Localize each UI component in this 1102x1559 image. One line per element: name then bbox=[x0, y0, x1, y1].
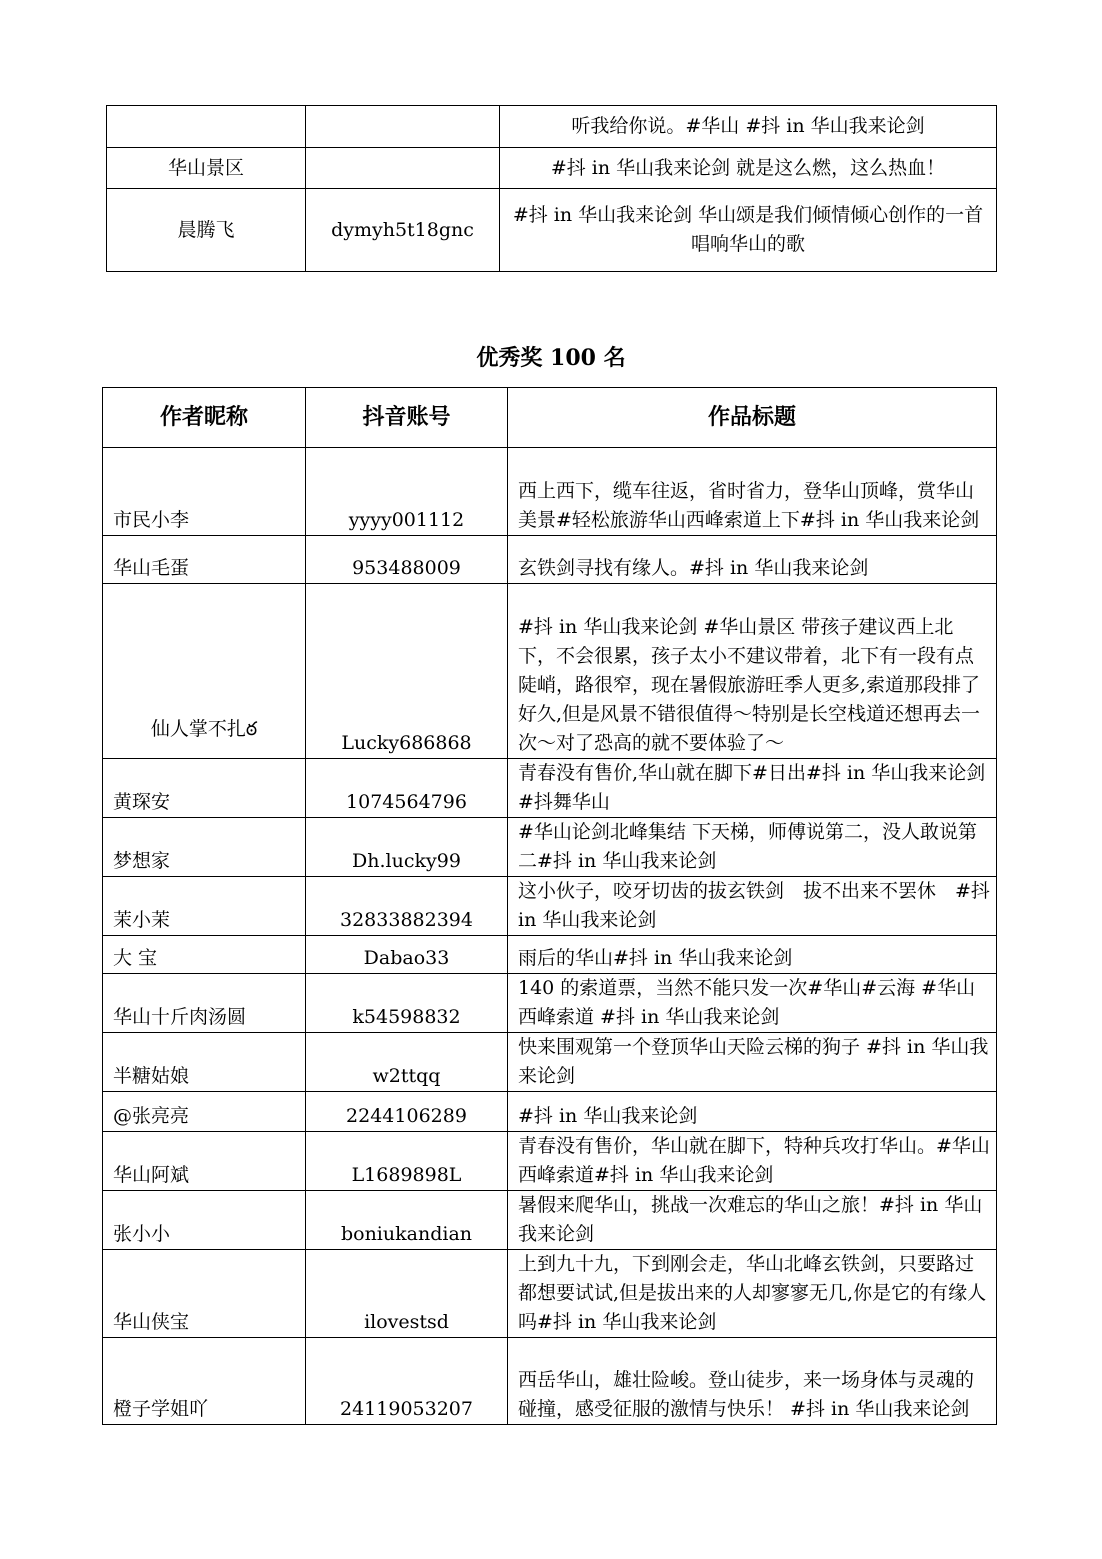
table-row bbox=[103, 1250, 997, 1338]
author-nickname: 仙人掌不扎ఠ bbox=[103, 584, 306, 759]
work-title: 雨后的华山#抖 in 华山我来论剑 bbox=[508, 936, 997, 974]
douyin-account: k54598832 bbox=[306, 974, 508, 1033]
work-title: #华山论剑北峰集结 下天梯，师傅说第二，没人敢说第二#抖 in 华山我来论剑 bbox=[508, 818, 997, 877]
table-row bbox=[103, 974, 997, 1033]
work-title: #抖 in 华山我来论剑 bbox=[508, 1092, 997, 1132]
work-title: 这小伙子，咬牙切齿的拔玄铁剑 拔不出来不罢休 #抖 in 华山我来论剑 bbox=[508, 877, 997, 936]
author-nickname: 华山毛蛋 bbox=[103, 536, 306, 584]
table-header-row bbox=[103, 388, 997, 448]
work-title: 暑假来爬华山，挑战一次难忘的华山之旅！#抖 in 华山我来论剑 bbox=[508, 1191, 997, 1250]
table-row bbox=[103, 936, 997, 974]
douyin-account: Dabao33 bbox=[306, 936, 508, 974]
work-title: #抖 in 华山我来论剑 #华山景区 带孩子建议西上北下，不会很累，孩子太小不建议带着，北下有一段有点陡峭，路很窄，现在暑假旅游旺季人更多,索道那段排了好久,但是风景不错很值得～特别是长空栈道还想再去一次～对了恐高的就不要体验了～ bbox=[508, 584, 997, 759]
work-title: 青春没有售价，华山就在脚下，特种兵攻打华山。#华山西峰索道#抖 in 华山我来论剑 bbox=[508, 1132, 997, 1191]
work-title: #抖 in 华山我来论剑 华山颂是我们倾情倾心创作的一首唱响华山的歌 bbox=[500, 189, 997, 272]
douyin-account bbox=[306, 148, 500, 189]
work-title: 快来围观第一个登顶华山天险云梯的狗子 #抖 in 华山我来论剑 bbox=[508, 1033, 997, 1092]
table-row bbox=[107, 148, 997, 189]
header-author-nickname: 作者昵称 bbox=[103, 388, 306, 448]
douyin-account: 953488009 bbox=[306, 536, 508, 584]
work-title: 西上西下，缆车往返，省时省力，登华山顶峰，赏华山美景#轻松旅游华山西峰索道上下#抖 in 华山我来论剑 bbox=[508, 448, 997, 536]
work-title: 听我给你说。#华山 #抖 in 华山我来论剑 bbox=[500, 106, 997, 148]
excellence-award-table bbox=[102, 387, 997, 1425]
top-winners-table bbox=[106, 105, 997, 272]
work-title: 玄铁剑寻找有缘人。#抖 in 华山我来论剑 bbox=[508, 536, 997, 584]
douyin-account: Lucky686868 bbox=[306, 584, 508, 759]
author-nickname: 黄琛安 bbox=[103, 759, 306, 818]
author-nickname: 晨腾飞 bbox=[107, 189, 306, 272]
table-row bbox=[103, 536, 997, 584]
work-title: 上到九十九，下到刚会走，华山北峰玄铁剑，只要路过都想要试试,但是拔出来的人却寥寥无几,你是它的有缘人吗#抖 in 华山我来论剑 bbox=[508, 1250, 997, 1338]
author-nickname: 华山十斤肉汤圆 bbox=[103, 974, 306, 1033]
table-row bbox=[103, 818, 997, 877]
table-row bbox=[107, 189, 997, 272]
douyin-account: L1689898L bbox=[306, 1132, 508, 1191]
header-work-title: 作品标题 bbox=[508, 388, 997, 448]
douyin-account: ilovestsd bbox=[306, 1250, 508, 1338]
douyin-account: w2ttqq bbox=[306, 1033, 508, 1092]
author-nickname: 梦想家 bbox=[103, 818, 306, 877]
douyin-account: 2244106289 bbox=[306, 1092, 508, 1132]
table-row bbox=[103, 1092, 997, 1132]
table-row bbox=[103, 1132, 997, 1191]
author-nickname: 橙子学姐吖 bbox=[103, 1338, 306, 1425]
douyin-account bbox=[306, 106, 500, 148]
table-row bbox=[103, 1033, 997, 1092]
douyin-account: yyyy001112 bbox=[306, 448, 508, 536]
work-title: 西岳华山，雄壮险峻。登山徒步，来一场身体与灵魂的碰撞，感受征服的激情与快乐！ #抖 in 华山我来论剑 bbox=[508, 1338, 997, 1425]
table-row bbox=[103, 584, 997, 759]
work-title: 140 的索道票，当然不能只发一次#华山#云海 #华山西峰索道 #抖 in 华山我来论剑 bbox=[508, 974, 997, 1033]
work-title: 青春没有售价,华山就在脚下#日出#抖 in 华山我来论剑 #抖舞华山 bbox=[508, 759, 997, 818]
douyin-account: 24119053207 bbox=[306, 1338, 508, 1425]
author-nickname: 华山景区 bbox=[107, 148, 306, 189]
header-douyin-account: 抖音账号 bbox=[306, 388, 508, 448]
author-nickname: 华山阿斌 bbox=[103, 1132, 306, 1191]
author-nickname: @张亮亮 bbox=[103, 1092, 306, 1132]
table-row bbox=[103, 759, 997, 818]
work-title: #抖 in 华山我来论剑 就是这么燃，这么热血！ bbox=[500, 148, 997, 189]
douyin-account: dymyh5t18gnc bbox=[306, 189, 500, 272]
author-nickname: 茉小茉 bbox=[103, 877, 306, 936]
section-title: 优秀奖 100 名 bbox=[476, 345, 626, 371]
table-row bbox=[107, 106, 997, 148]
douyin-account: 32833882394 bbox=[306, 877, 508, 936]
douyin-account: 1074564796 bbox=[306, 759, 508, 818]
table-row bbox=[103, 877, 997, 936]
author-nickname: 大 宝 bbox=[103, 936, 306, 974]
table-row bbox=[103, 1191, 997, 1250]
author-nickname bbox=[107, 106, 306, 148]
table-row bbox=[103, 1338, 997, 1425]
author-nickname: 华山侠宝 bbox=[103, 1250, 306, 1338]
author-nickname: 张小小 bbox=[103, 1191, 306, 1250]
douyin-account: Dh.lucky99 bbox=[306, 818, 508, 877]
douyin-account: boniukandian bbox=[306, 1191, 508, 1250]
table-row bbox=[103, 448, 997, 536]
author-nickname: 半糖姑娘 bbox=[103, 1033, 306, 1092]
author-nickname: 市民小李 bbox=[103, 448, 306, 536]
